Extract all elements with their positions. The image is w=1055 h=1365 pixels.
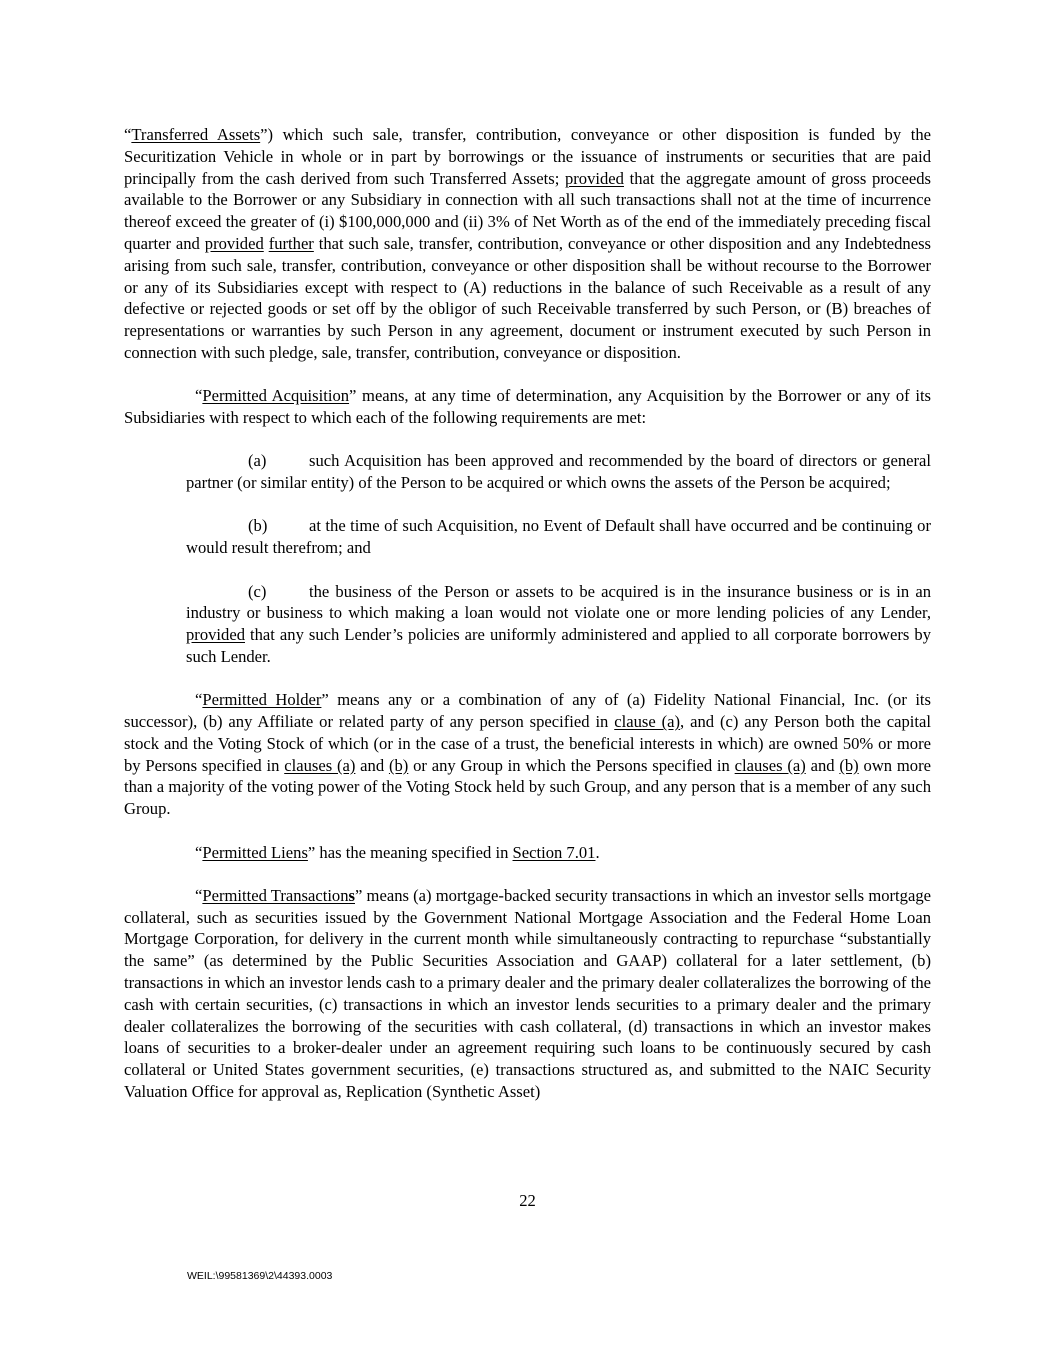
clause-reference: clauses (a) — [284, 755, 356, 775]
definition-text: , and (c) any Person both the capital stock and the Voting Stock of which (or in the case of a trust, the beneficial interests in which) are owned 50% or more by Persons specified in — [124, 712, 931, 775]
provided-term: provided — [564, 168, 624, 188]
open-quote: “ — [195, 386, 203, 406]
defined-term-permitted-liens: Permitted Liens — [202, 842, 308, 862]
clause-reference: clauses (a) — [734, 755, 806, 775]
definition-text: . — [595, 842, 600, 862]
definition-text: that the aggregate amount of gross proceeds available to the Borrower or any Subsidiary in connection with all such transactions shall not at the time of incurrence thereof exceed the greater of (i) $100,000,000 and (ii) 3% of Net Worth as of the end of the immediately preceding fiscal quarter and — [124, 168, 931, 253]
definition-text: that such sale, transfer, contribution, conveyance or other disposition and any Indebtedness arising from such sale, transfer, contribution, conveyance or other disposition shall be without recourse to the Borrower or any of its Subsidiaries except with respect to (A) reductions in the balance of such Receivable as a result of any defective or rejected goods or set off by the obligor of such Receivable transferred by such Person, or (B) breaches of representations or warranties by such Person in any agreement, document or instrument executed by such Person in connection with such pledge, sale, transfer, contribution, conveyance or disposition. — [124, 233, 932, 362]
definition-text: ” has the meaning specified in — [307, 842, 513, 862]
definition-text: and — [805, 755, 840, 775]
definition-text: ”) which such sale, transfer, contribution, conveyance or other disposition is funded by the Securitization Vehicle in whole or in part by borrowings or the issuance of instruments or securities that are paid principally from the cash derived from such Transferred Assets; — [124, 125, 931, 188]
permitted-holder-paragraph — [124, 689, 931, 820]
open-quote: “ — [195, 842, 203, 862]
clause-label: (c) — [248, 581, 267, 601]
defined-term-transferred-assets: Transferred Assets — [131, 125, 261, 144]
section-reference: Section 7.01 — [512, 842, 596, 862]
clause-c — [186, 581, 931, 668]
open-quote: “ — [195, 885, 203, 905]
defined-term-permitted-acquisition: Permitted Acquisition — [202, 386, 350, 406]
provided-term: provided — [186, 625, 245, 645]
clause-reference: (b) — [839, 755, 859, 775]
definition-text: ” means (a) mortgage-backed security transactions in which an investor sells mortgage collateral, such as securities issued by the Government National Mortgage Association and the Federal Home Loan Mortgage Corporation, for delivery in the current month while simultaneously contracting to repurchase “substantially the same” (as determined by the Public Securities Association and GAAP) collateral for a later settlement, (b) transactions in which an investor lends cash to a primary dealer and the primary dealer collateralizes the borrowing of the cash with certain securities, (c) transactions in which an investor lends securities to a primary dealer and the primary dealer collateralizes the borrowing of the securities with cash collateral, (d) transactions in which an investor makes loans of securities to a broker-dealer under an agreement requiring such loans to be continuously secured by cash collateral or United States government securities, (e) transactions structured as, and submitted to the NAIC Security Valuation Office for approval as, Replication (Synthetic Asset) — [124, 885, 931, 1101]
defined-term-permitted-transactions — [202, 886, 355, 905]
definition-text: own more than a majority of the voting power of the Voting Stock held by such Group, and any person that is a member of any such Group. — [124, 755, 931, 819]
open-quote: “ — [124, 125, 132, 144]
further-term: further — [268, 233, 314, 253]
clause-text: such Acquisition has been approved and recommended by the board of directors or general partner (or similar entity) of the Person to be acquired or which owns the assets of the Person be acquired; — [186, 451, 931, 493]
clause-label: (b) — [248, 516, 268, 536]
defined-term-permitted-holder: Permitted Holder — [202, 690, 322, 710]
permitted-liens-paragraph — [124, 842, 931, 864]
definition-text: or any Group in which the Persons specified in — [408, 755, 735, 775]
permitted-transactions-paragraph — [124, 885, 931, 1103]
clause-b — [186, 515, 931, 559]
term-text: Permitted Transaction — [202, 885, 349, 905]
clause-text: that any such Lender’s policies are uniformly administered and applied to all corporate borrowers by such Lender. — [186, 625, 931, 666]
clause-text: the business of the Person or assets to be acquired is in the insurance business or is in an industry or business to which making a loan would not violate one or more lending policies of any Lender, — [186, 581, 931, 623]
permitted-acquisition-paragraph — [124, 385, 931, 429]
document-body — [124, 124, 931, 1103]
document-id: WEIL:\99581369\2\44393.0003 — [187, 1270, 333, 1282]
open-quote: “ — [195, 690, 203, 710]
page-number: 22 — [519, 1191, 536, 1210]
clause-a — [186, 450, 931, 494]
clause-reference: clause (a) — [614, 712, 681, 732]
clause-text: at the time of such Acquisition, no Event of Default shall have occurred and be continuing or would result therefrom; and — [186, 516, 931, 558]
provided-term: provided — [204, 233, 264, 253]
clause-reference: (b) — [388, 755, 409, 775]
definition-text: ” means, at any time of determination, any Acquisition by the Borrower or any of its Subsidiaries with respect to which each of the following requirements are met: — [124, 386, 932, 428]
clause-label: (a) — [248, 451, 267, 471]
transferred-assets-paragraph — [124, 124, 931, 364]
definition-text: and — [355, 755, 389, 775]
term-bold-suffix: s — [348, 885, 355, 905]
definition-text: ” means any or a combination of any of (a) Fidelity National Financial, Inc. (or its successor), (b) any Affiliate or related party of any person specified in — [124, 690, 931, 732]
